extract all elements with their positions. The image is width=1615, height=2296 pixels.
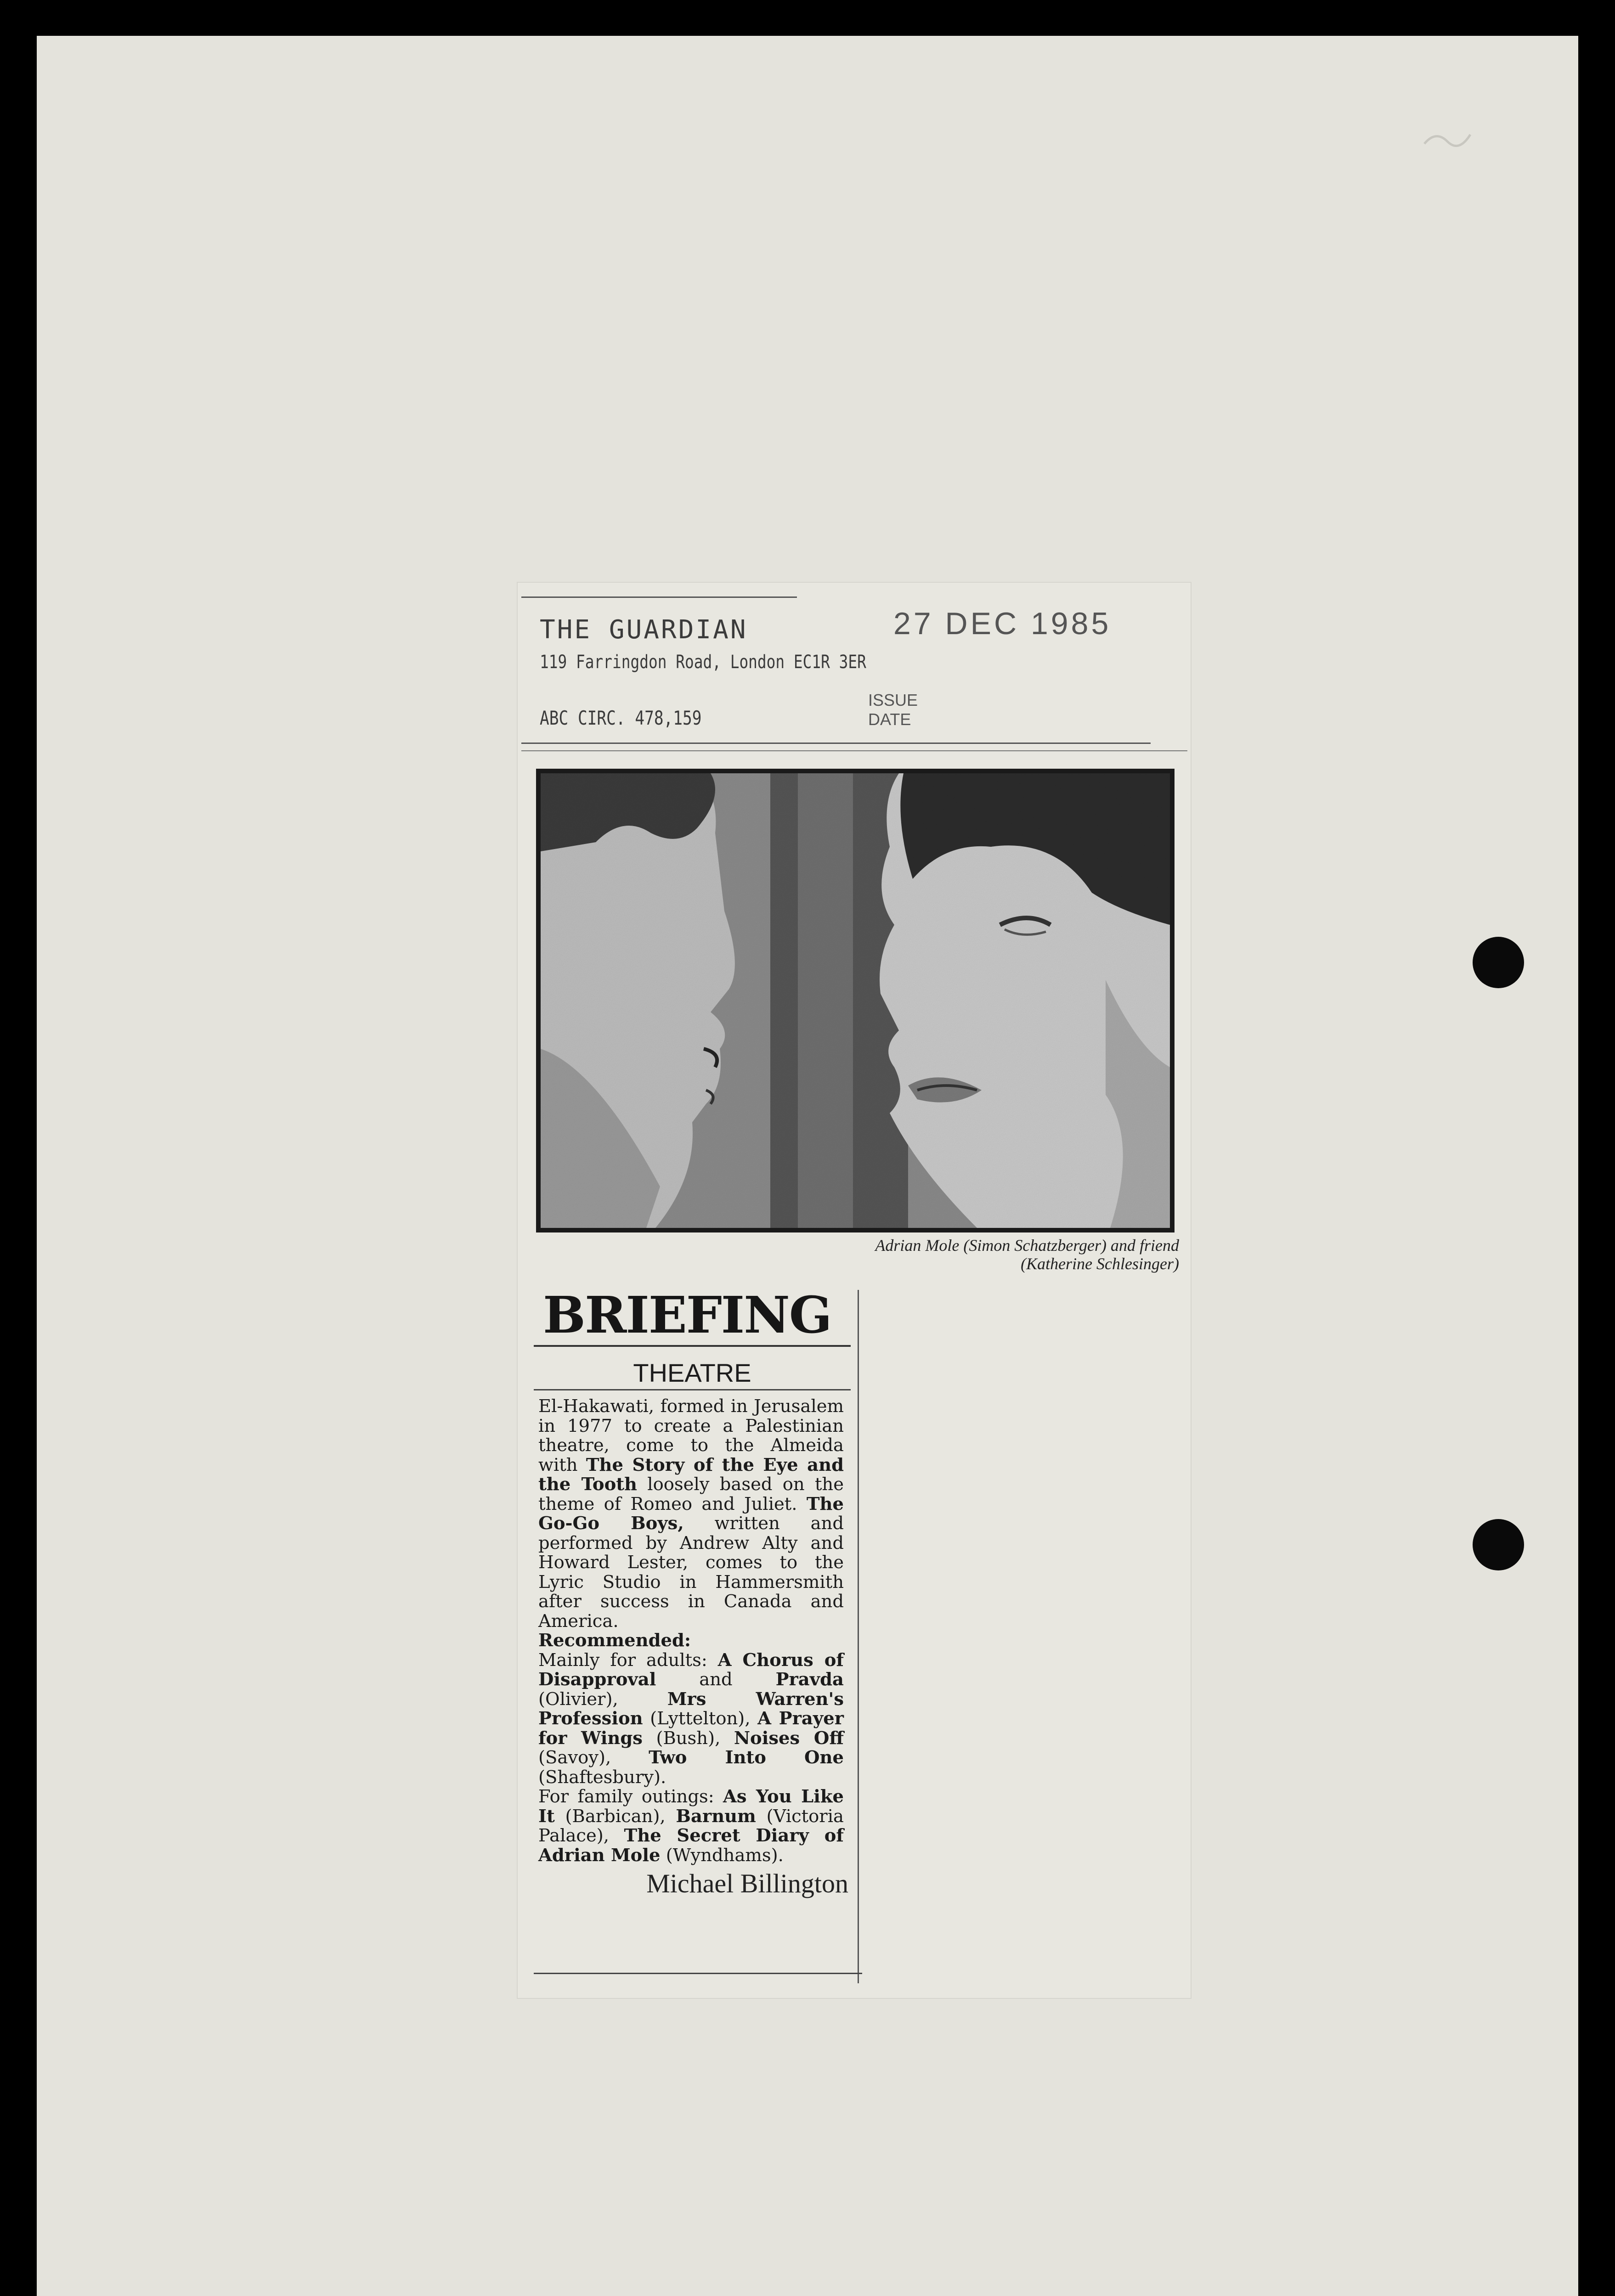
text-run: For family outings: — [538, 1786, 723, 1807]
press-cutting-stamp — [521, 597, 1151, 753]
text-run: El-Hakawati, formed in Jerusalem in 1977 to create a Palestinian theatre, come to the Almeida with — [538, 1396, 844, 1475]
text-run: (Wyndhams). — [660, 1845, 784, 1866]
article-body — [538, 1397, 844, 1865]
publication-address: 119 Farringdon Road, London EC1R 3ER — [540, 652, 866, 673]
play-title: Pravda — [775, 1669, 844, 1690]
punch-hole-bottom — [1473, 1519, 1524, 1570]
text-run: (Shaftesbury). — [538, 1767, 666, 1788]
text-run: (Lyttelton), — [643, 1708, 758, 1729]
recommended-heading — [538, 1631, 844, 1651]
text-run: (Victoria Palace), — [538, 1806, 844, 1846]
issue-date-label — [868, 691, 918, 729]
punch-hole-top — [1473, 937, 1524, 988]
play-title: The Secret Diary of Adrian Mole — [538, 1825, 844, 1866]
text-run: (Bush), — [642, 1728, 734, 1749]
play-title: The Go-Go Boys, — [538, 1493, 844, 1534]
caption-line-1: Adrian Mole (Simon Schatzberger) and friend — [875, 1236, 1179, 1255]
briefing-column — [534, 1285, 859, 1983]
issue-label: ISSUE — [868, 691, 918, 709]
archive-sheet — [37, 36, 1578, 2296]
photo-caption — [875, 1236, 1179, 1273]
section-heading: THEATRE — [534, 1357, 851, 1390]
text-run: (Olivier), — [538, 1688, 667, 1710]
text-run: loosely based on the theme of Romeo and Juliet. — [538, 1474, 844, 1514]
stamp-rule-bottom — [521, 743, 1151, 744]
play-title: A Chorus of Disapproval — [538, 1649, 844, 1690]
circulation: ABC CIRC. 478,159 — [540, 707, 702, 729]
divider-rule — [521, 750, 1187, 751]
paragraph-1 — [538, 1397, 844, 1631]
play-title: Two Into One — [649, 1747, 844, 1768]
recommended-label: Recommended: — [538, 1630, 691, 1651]
text-run: (Savoy), — [538, 1747, 649, 1768]
title-rule — [534, 1345, 851, 1347]
play-title: The Story of the Eye and the Tooth — [538, 1454, 844, 1495]
newspaper-clipping — [518, 583, 1191, 1998]
date-label: DATE — [868, 710, 911, 729]
text-run: and — [656, 1669, 776, 1690]
briefing-title: BRIEFING — [543, 1285, 831, 1345]
article-photo — [536, 769, 1175, 1232]
pencil-mark — [1422, 125, 1473, 153]
column-end-rule — [534, 1973, 862, 1974]
text-run: (Barbican), — [554, 1806, 676, 1827]
byline: Michael Billington — [646, 1868, 848, 1898]
play-title: Barnum — [676, 1806, 756, 1827]
play-title: As You Like It — [538, 1786, 844, 1827]
text-run: Mainly for adults: — [538, 1649, 718, 1671]
text-run: written and performed by Andrew Alty and Howard Lester, comes to the Lyric Studio in Hammersmith after success in Canada and America. — [538, 1513, 844, 1632]
publication-name: THE GUARDIAN — [540, 615, 748, 645]
play-title: Mrs Warren's Profession — [538, 1688, 844, 1729]
stamp-rule-top — [521, 597, 797, 598]
paragraph-3 — [538, 1787, 844, 1865]
play-title: A Prayer for Wings — [538, 1708, 844, 1749]
stamped-date: 27 DEC 1985 — [893, 606, 1112, 641]
photo-two-faces — [541, 773, 1170, 1228]
play-title: Noises Off — [734, 1728, 844, 1749]
caption-line-2: (Katherine Schlesinger) — [1021, 1255, 1179, 1273]
paragraph-2 — [538, 1651, 844, 1788]
